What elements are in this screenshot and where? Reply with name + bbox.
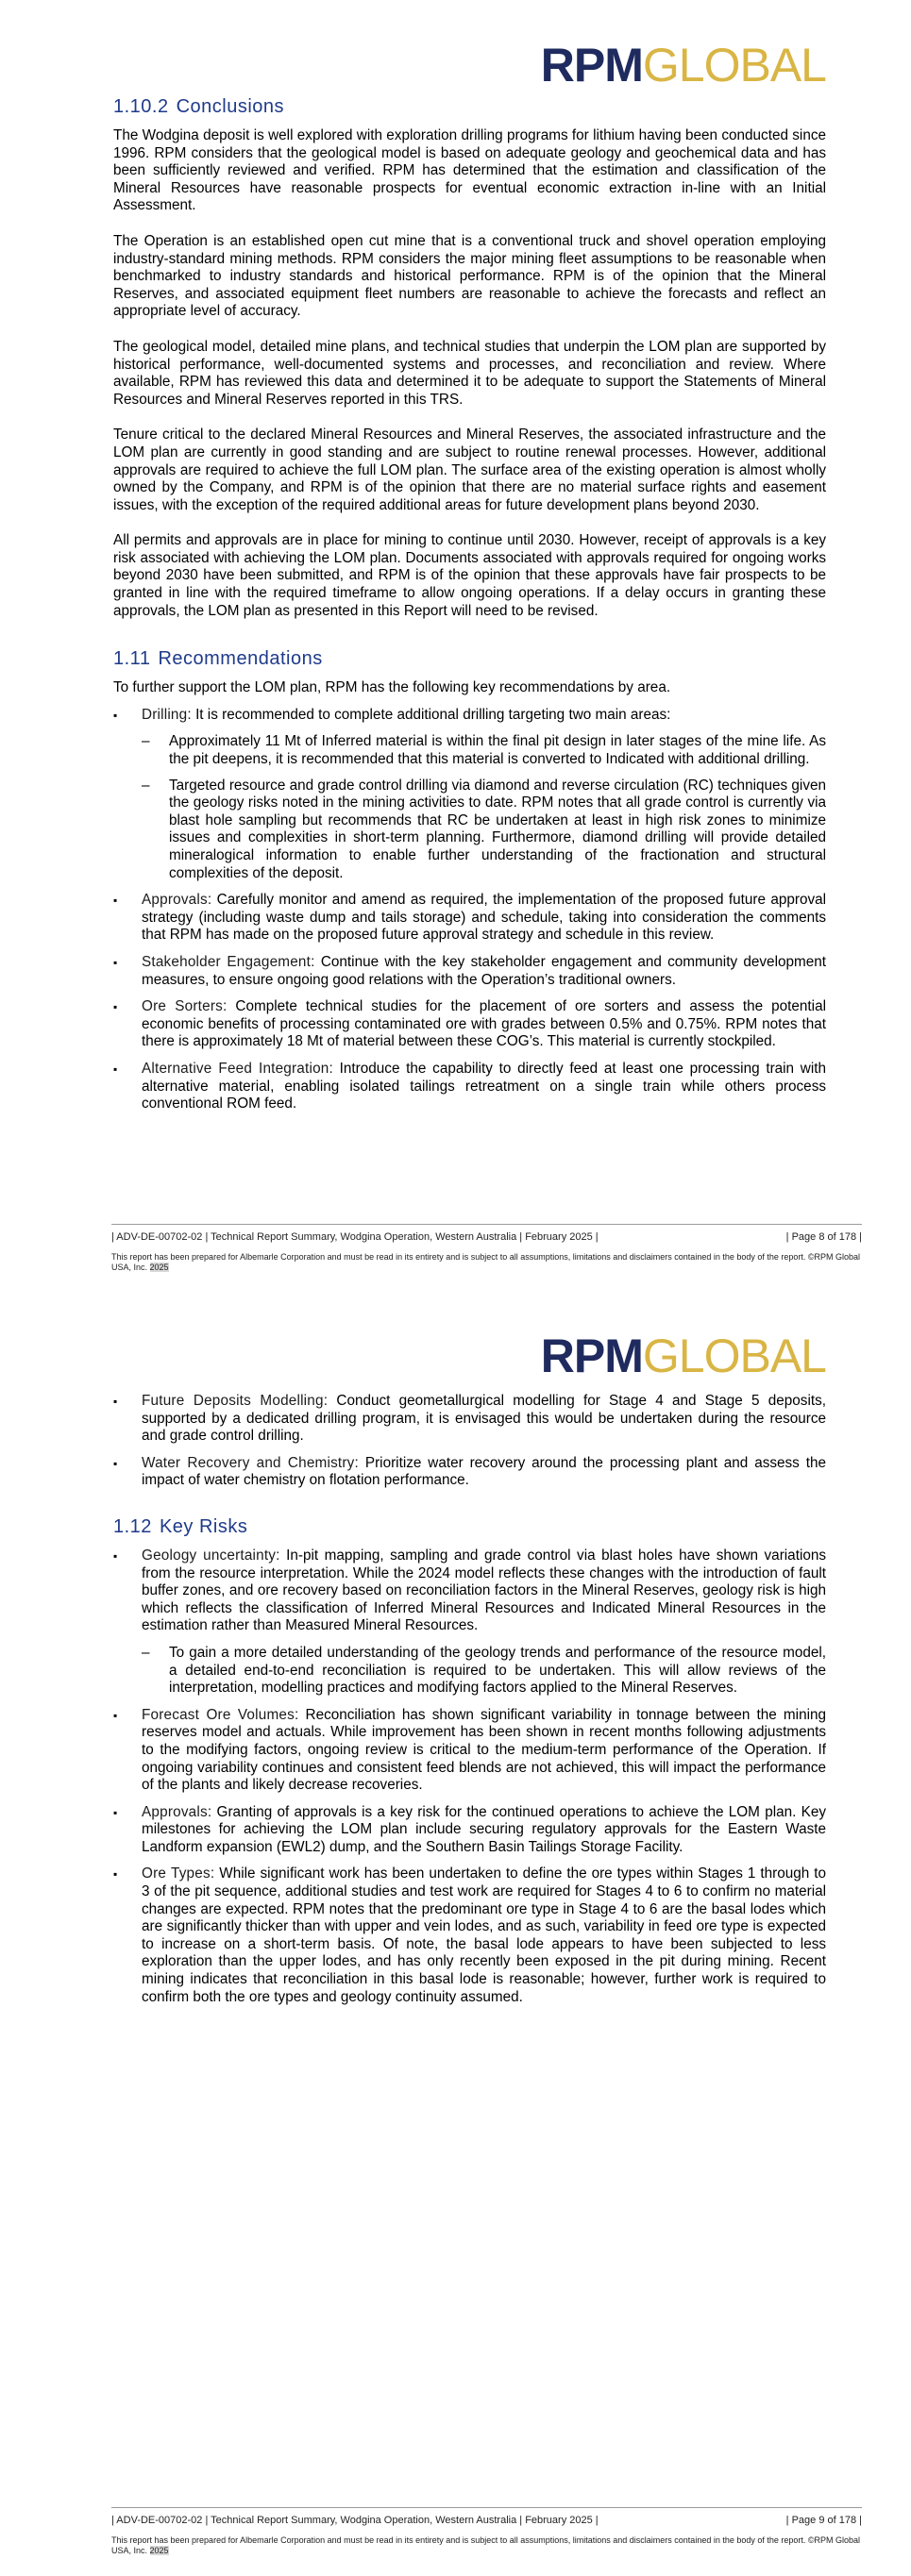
list-item: ▪ Water Recovery and Chemistry: Prioritize water recovery around the processing plant and assess the impact of water chemistry on flotation performance. <box>113 1454 826 1489</box>
section-heading-recommendations: 1.11 Recommendations <box>113 648 323 670</box>
bullet-icon: ▪ <box>113 1548 118 1563</box>
dash-icon: – <box>142 1644 150 1661</box>
list-item: ▪ Geology uncertainty: In-pit mapping, sampling and grade control via blast holes have shown variations from the resource interpretation. While the 2024 model reflects these changes with the introduction of fault buffer zones, and ore recovery based on reconciliation factors in the Mineral Reserves, geology risk is high which reflects the classification of Inferred Mineral Resources and Indicated Mineral Resources in the estimation rather than Measured Mineral Resources. – To gain a more detailed understanding of the geology trends and performance of the resource model, a detailed end-to-end reconciliation is required to be undertaken. This will allow reviews of the interpretation, modelling practices and modifying factors applied to the Mineral Reserves. <box>113 1547 826 1697</box>
bullet-icon: ▪ <box>113 1062 118 1076</box>
page-footer <box>111 2507 862 2556</box>
list-item: ▪ Ore Sorters: Complete technical studies for the placement of ore sorters and assess the potential economic benefits of processing contaminated ore with grades between 0.5% and 0.75%. RPM notes that there is approximately 18 Mt of material between these COG’s. This material is currently stockpiled. <box>113 998 826 1050</box>
sub-list <box>142 1645 826 1698</box>
footer-disclaimer: This report has been prepared for Albemarle Corporation and must be read in its entirety and is subject to all assumptions, limitations and disclaimers contained in the body of the report. ©RPM Global USA, Inc. 2025 <box>111 2535 861 2555</box>
sub-list-item: – Approximately 11 Mt of Inferred material is within the final pit design in later stages of the mine life. As the pit deepens, it is recommended that this material is converted to Indicated with additional drilling. <box>142 733 826 768</box>
page-footer <box>111 1224 862 1273</box>
page-9 <box>0 1312 911 2576</box>
bullet-icon: ▪ <box>113 894 118 908</box>
footer-disclaimer: This report has been prepared for Albemarle Corporation and must be read in its entirety and is subject to all assumptions, limitations and disclaimers contained in the body of the report. ©RPM Global USA, Inc. 2025 <box>111 1252 861 1272</box>
footer-report-info: | ADV-DE-00702-02 | Technical Report Summary, Wodgina Operation, Western Australia | February 2025 | <box>111 2515 599 2526</box>
page-number: | Page 9 of 178 | <box>785 2515 862 2526</box>
sub-list-item: – To gain a more detailed understanding of the geology trends and performance of the resource model, a detailed end-to-end reconciliation is required to be undertaken. This will allow reviews of the interpretation, modelling practices and modifying factors applied to the Mineral Reserves. <box>142 1644 826 1697</box>
bullet-icon: ▪ <box>113 708 118 722</box>
bullet-icon: ▪ <box>113 1000 118 1014</box>
paragraph: The Wodgina deposit is well explored with exploration drilling programs for lithium having been conducted since 1996. RPM considers that the geological model is based on adequate geology and geochemical data and has been sufficiently reviewed and verified. RPM has determined that the estimation and classification of the Mineral Resources have reasonable prospects for eventual economic extraction in-line with an Initial Assessment. <box>113 127 826 214</box>
footer-year: 2025 <box>149 1263 169 1272</box>
list-item: ▪ Drilling: It is recommended to complete additional drilling targeting two main areas: – Approximately 11 Mt of Inferred material is within the final pit design in later stages of the mine life. As the pit deepens, it is recommended that this material is converted to Indicated with additional drilling. – Targeted resource and grade control drilling via diamond and reverse circulation (RC) techniques given the geology risks noted in the mining activities to date. RPM notes that all grade control is currently via blast hole sampling but recommends that RC be undertaken at least in high risk zones to minimize issues and complexities in short-term planning. Furthermore, diamond drilling will provide detailed mineralogical information to enable further understanding of the fractionation and structural complexities of the deposit. <box>113 706 826 881</box>
recommendations-list <box>113 707 826 1113</box>
footer-report-info: | ADV-DE-00702-02 | Technical Report Summary, Wodgina Operation, Western Australia | February 2025 | <box>111 1231 599 1243</box>
key-risks-list <box>113 1547 826 2006</box>
paragraph: Tenure critical to the declared Mineral Resources and Mineral Reserves, the associated infrastructure and the LOM plan are currently in good standing and are subject to routine renewal processes. However, additional approvals are required to achieve the full LOM plan. The surface area of the existing operation is almost wholly owned by the Company, and RPM is of the opinion that there are no material surface rights and easement issues, with the exception of the required additional areas for future development plans beyond 2030. <box>113 427 826 513</box>
list-item: ▪ Alternative Feed Integration: Introduce the capability to directly feed at least one processing train with alternative material, enabling isolated tailings retreatment on a single train while others process conventional ROM feed. <box>113 1060 827 1112</box>
paragraph: All permits and approvals are in place for mining to continue until 2030. However, receipt of approvals is a key risk associated with achieving the LOM plan. Documents associated with approvals required for ongoing works beyond 2030 have been submitted, and RPM is of the opinion that these approvals have fair prospects to be granted in line with the required timeframe to allow ongoing operations. If a delay occurs in granting these approvals, the LOM plan as presented in this Report will need to be revised. <box>113 532 826 619</box>
list-item: ▪ Ore Types: While significant work has been undertaken to define the ore types within Stages 1 through to 3 of the pit sequence, additional studies and test work are required for Stages 4 to 6 to confirm no material changes are expected. RPM notes that the predominant ore type in Stage 4 to 6 are the basal lodes which are significantly thicker than with upper and vein lodes, and as such, variability in feed ore type is expected to increase on a short-term basis. Of note, the basal lode appears to have been subjected to less exploration than the upper lodes, and has only recently been exposed in the pit during mining. Recent mining indicates that reconciliation in this basal lode is reasonable; however, further work is required to confirm both the ore types and geology continuity assumed. <box>113 1865 826 2005</box>
bullet-icon: ▪ <box>113 1805 118 1819</box>
sub-list-item: – Targeted resource and grade control drilling via diamond and reverse circulation (RC) techniques given the geology risks noted in the mining activities to date. RPM notes that all grade control is currently via blast hole sampling but recommends that RC be undertaken at least in high risk zones to minimize issues and complexities in short-term planning. Furthermore, diamond drilling will provide detailed mineralogical information to enable further understanding of the fractionation and structural complexities of the deposit. <box>142 777 826 881</box>
section-heading-key-risks: 1.12 Key Risks <box>113 1515 248 1537</box>
paragraph: To further support the LOM plan, RPM has the following key recommendations by area. <box>113 679 671 696</box>
recommendations-list-continued <box>113 1393 826 1490</box>
paragraph: The Operation is an established open cut mine that is a conventional truck and shovel operation employing industry-standard mining methods. RPM considers the major mining fleet assumptions to be reasonable when benchmarked to industry standards and historical performance. RPM is of the opinion that the Mineral Reserves, and associated equipment fleet numbers are reasonable to achieve the forecasts and reflect an appropriate level of accuracy. <box>113 232 826 320</box>
sub-list <box>142 733 826 882</box>
footer-line <box>111 2515 862 2526</box>
list-item: ▪ Future Deposits Modelling: Conduct geometallurgical modelling for Stage 4 and Stage 5 deposits, supported by a dedicated drilling program, it is envisaged this would be undertaken during the resource and grade control drilling. <box>113 1393 826 1445</box>
page1-content <box>113 96 826 1123</box>
list-item: ▪ Approvals: Carefully monitor and amend as required, the implementation of the proposed future approval strategy (including waste dump and tails storage) and schedule, taking into consideration the comments that RPM has made on the proposed future approval strategy and schedule in this review. <box>113 892 827 944</box>
footer-line <box>111 1231 862 1243</box>
dash-icon: – <box>142 733 150 750</box>
page-number: | Page 8 of 178 | <box>785 1231 862 1243</box>
bullet-icon: ▪ <box>113 1867 118 1882</box>
rpm-global-logo: RPMGLOBAL <box>540 39 826 92</box>
list-item: ▪ Approvals: Granting of approvals is a key risk for the continued operations to achieve the LOM plan. Key milestones for achieving the LOM plan include securing regulatory approvals for the Eastern Waste Landform expansion (EWL2) dump, and the Southern Basin Tailings Storage Facility. <box>113 1803 826 1855</box>
footer-divider <box>111 2507 862 2508</box>
paragraph: The geological model, detailed mine plans, and technical studies that underpin the LOM plan are supported by historical performance, well-documented systems and processes, and reconciliation and review. Where available, RPM has reviewed this data and determined it to be adequate to support the Statements of Mineral Resources and Mineral Reserves reported in this TRS. <box>113 338 826 408</box>
rpm-global-logo: RPMGLOBAL <box>540 1330 826 1382</box>
section-heading-conclusions: 1.10.2 Conclusions <box>113 96 285 117</box>
page2-content <box>113 1393 826 2016</box>
footer-year: 2025 <box>149 2546 169 2555</box>
bullet-icon: ▪ <box>113 955 118 969</box>
bullet-icon: ▪ <box>113 1708 118 1722</box>
list-item: ▪ Forecast Ore Volumes: Reconciliation has shown significant variability in tonnage between the mining reserves model and actuals. While improvement has been shown in recent months following adjustments to the modifying factors, ongoing review is critical to the medium-term performance of the Operation. If ongoing variability continues and consistent feed blends are not achieved, this will impact the performance of the plants and likely decrease recoveries. <box>113 1706 826 1794</box>
dash-icon: – <box>142 777 150 794</box>
bullet-icon: ▪ <box>113 1456 118 1470</box>
list-item: ▪ Stakeholder Engagement: Continue with the key stakeholder engagement and community development measures, to ensure ongoing good relations with the Operation’s traditional owners. <box>113 953 826 988</box>
footer-divider <box>111 1224 862 1225</box>
bullet-icon: ▪ <box>113 1395 118 1408</box>
